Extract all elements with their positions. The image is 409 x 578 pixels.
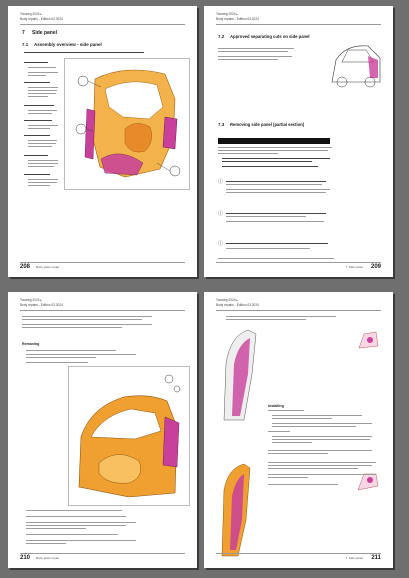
page-header — [20, 12, 185, 26]
side-panel-orange-illustration — [216, 460, 256, 560]
info-icon: ⓘ — [218, 179, 224, 185]
subsection-title: Approved separating cuts on side panel — [230, 34, 310, 39]
page-header — [216, 298, 381, 312]
side-panel-exploded-diagram — [64, 58, 190, 190]
page-footer — [216, 262, 381, 272]
section-number: 7 — [22, 30, 25, 36]
header-title: Touareg 2024 ▸ — [20, 12, 42, 16]
footer-text: Body glass repair — [36, 556, 60, 560]
page-number: 211 — [371, 555, 381, 561]
header-title: Touareg 2024 ▸ — [20, 298, 42, 302]
page-210 — [8, 292, 197, 568]
footer-text: 7. Side panel — [345, 265, 363, 269]
detail-parts-illustration — [356, 328, 382, 354]
header-title: Touareg 2024 ▸ — [216, 12, 238, 16]
page-header — [20, 298, 185, 312]
car-body-outline — [328, 38, 384, 90]
header-title: Touareg 2024 ▸ — [216, 298, 238, 302]
detail-parts-illustration — [354, 468, 382, 494]
removing-heading: Removing — [22, 342, 40, 346]
small-detail-diagram — [354, 468, 382, 494]
separating-cuts-diagram — [328, 38, 384, 90]
side-panel-illustration — [65, 59, 189, 189]
footer-text: 7. Side panel — [345, 556, 363, 560]
footer-text: Body glass repair — [36, 265, 60, 269]
subsection-number: 7.1 — [22, 42, 29, 47]
page-number: 210 — [20, 555, 31, 561]
c-pillar-illustration — [216, 324, 266, 424]
page-footer — [20, 553, 185, 563]
subsection-title: Assembly overview - side panel — [34, 42, 102, 47]
pillar-diagram — [216, 324, 266, 424]
installing-heading: Installing — [268, 404, 284, 408]
header-subtitle: Body repairs - Edition 03.2024 — [216, 303, 259, 307]
header-subtitle: Body repairs - Edition 03.2024 — [216, 17, 259, 21]
pillar-detail-diagram — [216, 460, 256, 560]
warning-banner — [218, 138, 330, 144]
info-icon: ⓘ — [218, 211, 224, 217]
subsection-number: 7.2 — [218, 34, 225, 39]
page-number: 209 — [370, 264, 381, 270]
subsection-number: 7.3 — [218, 122, 225, 127]
page-208 — [8, 6, 197, 277]
page-number: 208 — [20, 264, 31, 270]
page-209 — [204, 6, 393, 277]
page-header — [216, 12, 381, 26]
section-title: Side panel — [32, 30, 58, 36]
header-subtitle: Body repairs - Edition 03.2024 — [20, 303, 63, 307]
small-detail-diagram — [356, 328, 382, 354]
header-subtitle: Body repairs - Edition 03.2024 — [20, 17, 63, 21]
info-icon: ⓘ — [218, 241, 224, 247]
side-panel-removal-illustration — [69, 367, 189, 505]
page-footer — [216, 553, 381, 563]
page-footer — [20, 262, 185, 272]
page-211 — [204, 292, 393, 568]
subsection-title: Removing side panel (partial section) — [230, 122, 305, 127]
removal-diagram — [68, 366, 190, 506]
